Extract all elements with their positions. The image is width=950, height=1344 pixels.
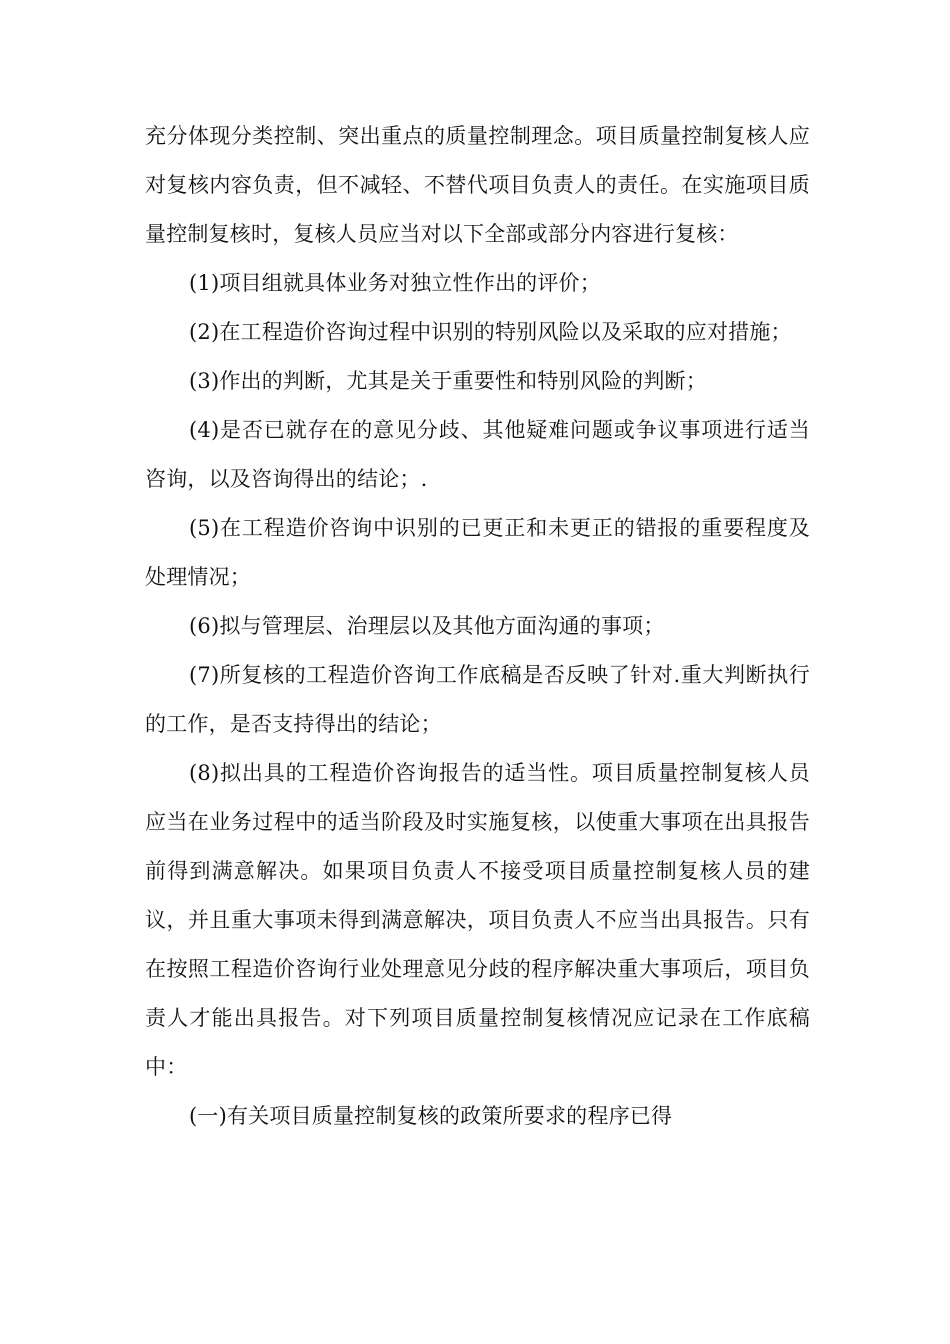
paragraph-item-7: (7)所复核的工程造价咨询工作底稿是否反映了针对.重大判断执行的工作，是否支持得出的结论； — [145, 663, 810, 736]
paragraph-item-5: (5)在工程造价咨询中识别的已更正和未更正的错报的重要程度及处理情况； — [145, 516, 810, 589]
paragraph-item-4: (4)是否已就存在的意见分歧、其他疑难问题或争议事项进行适当咨询，以及咨询得出的结论；. — [145, 418, 810, 491]
document-body — [145, 112, 810, 1141]
paragraph-sub-item-1: (一)有关项目质量控制复核的政策所要求的程序已得 — [189, 1104, 673, 1128]
paragraph-item-6: (6)拟与管理层、治理层以及其他方面沟通的事项； — [189, 614, 665, 638]
paragraph-item-8: (8)拟出具的工程造价咨询报告的适当性。项目质量控制复核人员应当在业务过程中的适当阶段及时实施复核，以使重大事项在出具报告前得到满意解决。如果项目负责人不接受项目质量控制复核人员的建议，并且重大事项未得到满意解决，项目负责人不应当出具报告。只有在按照工程造价咨询行业处理意见分歧的程序解决重大事项后，项目负责人才能出具报告。对下列项目质量控制复核情况应记录在工作底稿中： — [145, 761, 810, 1079]
paragraph-item-3: (3)作出的判断，尤其是关于重要性和特别风险的判断； — [189, 369, 707, 393]
paragraph-item-1: (1)项目组就具体业务对独立性作出的评价； — [189, 271, 601, 295]
paragraph-intro: 充分体现分类控制、突出重点的质量控制理念。项目质量控制复核人应对复核内容负责，但不减轻、不替代项目负责人的责任。在实施项目质量控制复核时，复核人员应当对以下全部或部分内容进行复核： — [145, 124, 810, 246]
paragraph-item-2: (2)在工程造价咨询过程中识别的特别风险以及采取的应对措施； — [189, 320, 792, 344]
